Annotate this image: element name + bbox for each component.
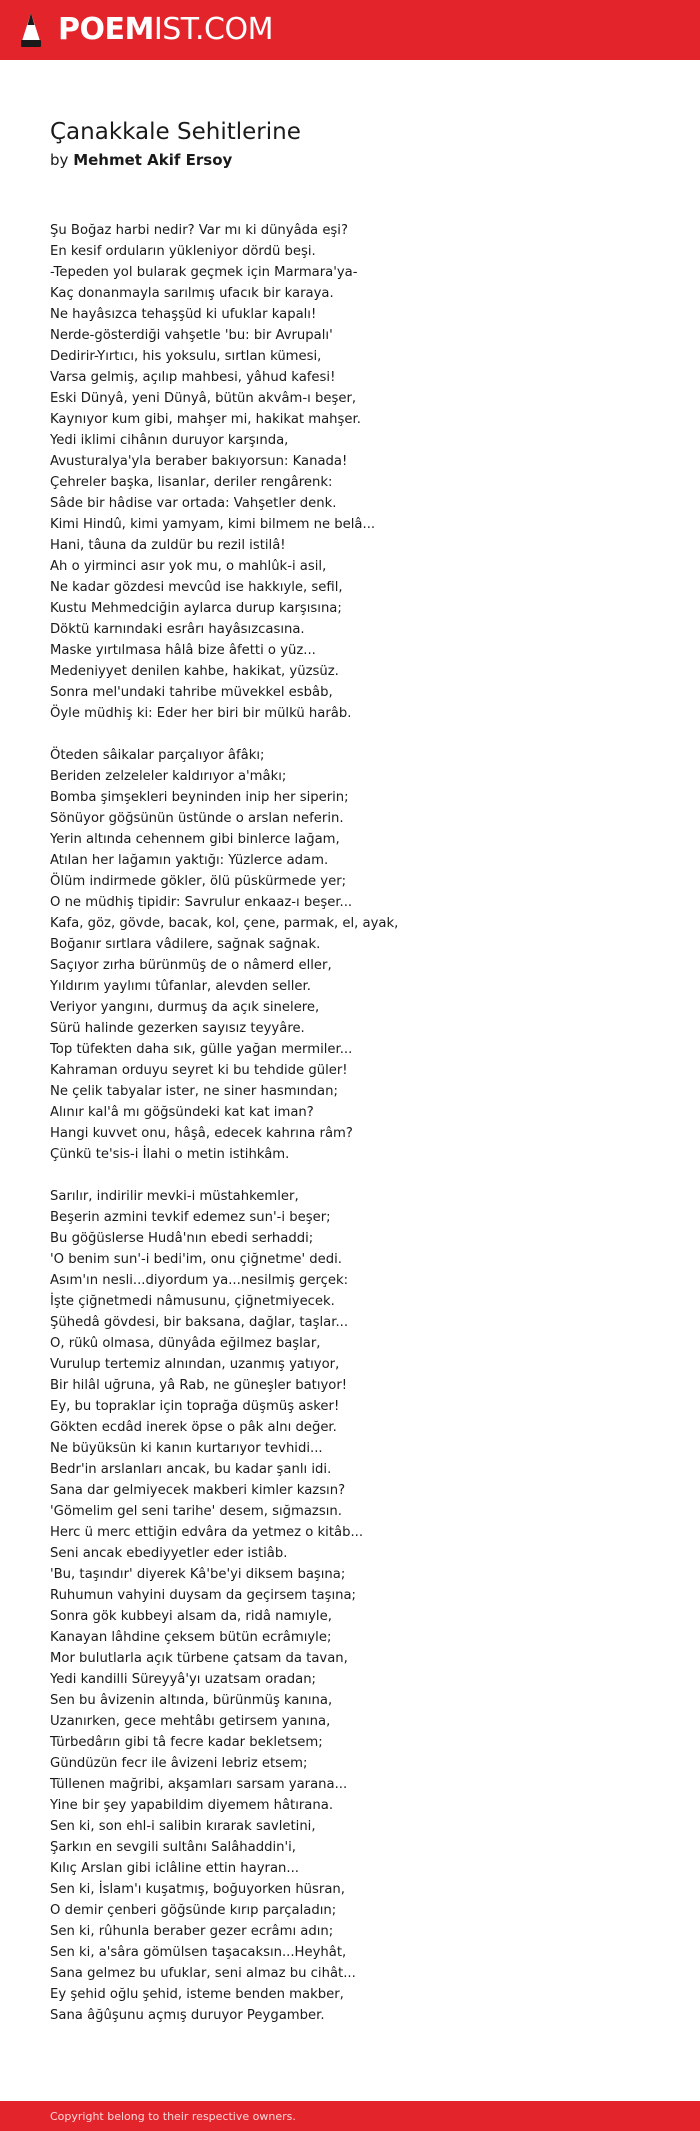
poem-line: Çünkü te'sis-i İlahi o metin istihkâm. [50, 1147, 290, 1162]
poem-line: Bu göğüslerse Hudâ'nın ebedi serhaddi; [50, 1231, 314, 1246]
poem-line: Asım'ın nesli...diyordum ya...nesilmiş gerçek: [50, 1273, 349, 1288]
poem-line: Seni ancak ebediyyetler eder istiâb. [50, 1546, 288, 1561]
poem-line: Şarkın en sevgili sultânı Salâhaddin'i, [50, 1840, 296, 1855]
logo-text [58, 12, 273, 47]
poem-line: Eski Dünyâ, yeni Dünyâ, bütün akvâm-ı beşer, [50, 391, 357, 406]
poem-line: Sonra gök kubbeyi alsam da, ridâ namıyle, [50, 1609, 332, 1624]
poem-line: Kimi Hindû, kimi yamyam, kimi bilmem ne belâ... [50, 517, 376, 532]
poem-line: Sen ki, rûhunla beraber gezer ecrâmı adın; [50, 1924, 334, 1939]
poem-line: Yıldırım yaylımı tûfanlar, alevden seller. [50, 979, 311, 994]
poem-line: Veriyor yangını, durmuş da açık sinelere, [50, 1000, 320, 1015]
poem-stanza [50, 745, 650, 1165]
poem-line: 'O benim sun'-i bedi'im, onu çiğnetme' dedi. [50, 1252, 342, 1267]
poem-line: Sâde bir hâdise var ortada: Vahşetler denk. [50, 496, 337, 511]
poem-line: Sen ki, son ehl-i salibin kırarak savletini, [50, 1819, 316, 1834]
poem-line: Maske yırtılmasa hâlâ bize âfetti o yüz... [50, 643, 316, 658]
poem-line: Beşerin azmini tevkif edemez sun'-i beşer; [50, 1210, 331, 1225]
logo-text-bold: POEM [58, 12, 154, 47]
poem-line: -Tepeden yol bularak geçmek için Marmara'ya- [50, 265, 358, 280]
poem-line: Gökten ecdâd inerek öpse o pâk alnı değer. [50, 1420, 337, 1435]
poem-line: Ne çelik tabyalar ister, ne siner hasmından; [50, 1084, 338, 1099]
pencil-icon [18, 11, 44, 49]
copyright-text: Copyright belong to their respective owners. [50, 2109, 296, 2123]
poem-line: Vurulup tertemiz alnından, uzanmış yatıyor, [50, 1357, 340, 1372]
poem-line: Kılıç Arslan gibi iclâline ettin hayran... [50, 1861, 299, 1876]
poem-line: Sürü halinde gezerken sayısız teyyâre. [50, 1021, 305, 1036]
poem-line: Mor bulutlarla açık türbene çatsam da tavan, [50, 1651, 348, 1666]
poem-line: Sonra mel'undaki tahribe müvekkel esbâb, [50, 685, 333, 700]
poem-line: Kafa, göz, gövde, bacak, kol, çene, parmak, el, ayak, [50, 916, 399, 931]
poem-line: Avusturalya'yla beraber bakıyorsun: Kanada! [50, 454, 348, 469]
poem-line: Sen ki, İslam'ı kuşatmış, boğuyorken hüsran, [50, 1882, 345, 1897]
poem-line: Alınır kal'â mı göğsündeki kat kat iman? [50, 1105, 314, 1120]
poem-line: Atılan her lağamın yaktığı: Yüzlerce adam. [50, 853, 329, 868]
poem-line: Herc ü merc ettiğin edvâra da yetmez o kitâb... [50, 1525, 364, 1540]
poem-line: Ne büyüksün ki kanın kurtarıyor tevhidi... [50, 1441, 323, 1456]
poem-line: Ölüm indirmede gökler, ölü püskürmede yer; [50, 874, 347, 889]
author-name[interactable]: Mehmet Akif Ersoy [73, 151, 233, 169]
poem-line: O demir çenberi göğsünde kırıp parçaladın; [50, 1903, 337, 1918]
poem-line: Kahraman orduyu seyret ki bu tehdide güler! [50, 1063, 348, 1078]
poem-line: Şühedâ gövdesi, bir baksana, dağlar, taşlar... [50, 1315, 349, 1330]
poem-line: Bir hilâl uğruna, yâ Rab, ne güneşler batıyor! [50, 1378, 348, 1393]
poem-line: Hangi kuvvet onu, hâşâ, edecek kahrına râm? [50, 1126, 353, 1141]
poem-line: Yedi kandilli Süreyyâ'yı uzatsam oradan; [50, 1672, 317, 1687]
poem-line: Hani, tâuna da zuldür bu rezil istilâ! [50, 538, 286, 553]
poem-line: Sana dar gelmiyecek makberi kimler kazsın? [50, 1483, 346, 1498]
poem-line: Kustu Mehmedciğin aylarca durup karşısına; [50, 601, 342, 616]
poem-line: Yedi iklimi cihânın duruyor karşında, [50, 433, 289, 448]
poem-line: En kesif orduların yükleniyor dördü beşi. [50, 244, 316, 259]
poem-title: Çanakkale Sehitlerine [50, 119, 301, 145]
poem-line: Sarılır, indirilir mevki-i müstahkemler, [50, 1189, 299, 1204]
poem-line: 'Gömelim gel seni tarihe' desem, sığmazsın. [50, 1504, 342, 1519]
poem-line: Ah o yirminci asır yok mu, o mahlûk-i asil, [50, 559, 327, 574]
poem-line: O, rükû olmasa, dünyâda eğilmez başlar, [50, 1336, 321, 1351]
poem-header [50, 118, 650, 170]
poem-line: Kanayan lâhdine çeksem bütün ecrâmıyle; [50, 1630, 332, 1645]
poem-line: Şu Boğaz harbi nedir? Var mı ki dünyâda eşi? [50, 223, 348, 238]
poem-line: Top tüfekten daha sık, gülle yağan mermiler... [50, 1042, 353, 1057]
poem-line: Uzanırken, gece mehtâbı getirsem yanına, [50, 1714, 331, 1729]
footer-bar [0, 2101, 700, 2131]
poem-line: Kaynıyor kum gibi, mahşer mi, hakikat mahşer. [50, 412, 361, 427]
poem-stanza [50, 1186, 650, 2026]
poem-line: Sen ki, a'sâra gömülsen taşacaksın...Heyhât, [50, 1945, 347, 1960]
poem-body [50, 220, 650, 2047]
site-logo[interactable] [18, 11, 273, 49]
by-label: by [50, 151, 69, 169]
poem-line: Çehreler başka, lisanlar, deriler rengârenk: [50, 475, 333, 490]
poem-line: Bedr'in arslanları ancak, bu kadar şanlı idi. [50, 1462, 332, 1477]
poem-line: Ey, bu topraklar için toprağa düşmüş asker! [50, 1399, 340, 1414]
poem-line: Türbedârın gibi tâ fecre kadar bekletsem; [50, 1735, 323, 1750]
poem-line: Öyle müdhiş ki: Eder her biri bir mülkü harâb. [50, 706, 352, 721]
logo-text-light: IST.COM [153, 12, 273, 47]
poem-line: Sana gelmez bu ufuklar, seni almaz bu cihât... [50, 1966, 356, 1981]
poem-line: 'Bu, taşındır' diyerek Kâ'be'yi diksem başına; [50, 1567, 346, 1582]
top-bar [0, 0, 700, 60]
poem-line: Gündüzün fecr ile âvizeni lebriz etsem; [50, 1756, 308, 1771]
poem-line: Öteden sâikalar parçalıyor âfâkı; [50, 748, 265, 763]
byline [50, 150, 650, 170]
poem-line: Sönüyor göğsünün üstünde o arslan neferin. [50, 811, 344, 826]
poem-line: Sen bu âvizenin altında, bürünmüş kanına, [50, 1693, 333, 1708]
poem-line: Döktü karnındaki esrârı hayâsızcasına. [50, 622, 305, 637]
poem-line: Beriden zelzeleler kaldırıyor a'mâkı; [50, 769, 287, 784]
poem-line: Ruhumun vahyini duysam da geçirsem taşına; [50, 1588, 357, 1603]
poem-line: Yerin altında cehennem gibi binlerce lağam, [50, 832, 340, 847]
poem-line: Sana âğûşunu açmış duruyor Peygamber. [50, 2008, 325, 2023]
poem-line: Ne hayâsızca tehaşşüd ki ufuklar kapalı! [50, 307, 317, 322]
poem-stanza [50, 220, 650, 724]
poem-line: Tüllenen mağribi, akşamları sarsam yarana... [50, 1777, 348, 1792]
poem-line: Ey şehid oğlu şehid, isteme benden makber, [50, 1987, 344, 2002]
poem-line: Dedirir-Yırtıcı, his yoksulu, sırtlan kümesi, [50, 349, 322, 364]
poem-line: Boğanır sırtlara vâdilere, sağnak sağnak. [50, 937, 321, 952]
poem-line: Bomba şimşekleri beyninden inip her siperin; [50, 790, 349, 805]
poem-line: Ne kadar gözdesi mevcûd ise hakkıyle, sefil, [50, 580, 343, 595]
poem-line: İşte çiğnetmedi nâmusunu, çiğnetmiyecek. [50, 1294, 335, 1309]
poem-line: O ne müdhiş tipidir: Savrulur enkaaz-ı beşer... [50, 895, 353, 910]
poem-line: Nerde-gösterdiği vahşetle 'bu: bir Avrupalı' [50, 328, 333, 343]
poem-line: Yine bir şey yapabildim diyemem hâtırana. [50, 1798, 334, 1813]
poem-line: Saçıyor zırha bürünmüş de o nâmerd eller, [50, 958, 332, 973]
poem-line: Medeniyyet denilen kahbe, hakikat, yüzsüz. [50, 664, 339, 679]
poem-line: Kaç donanmayla sarılmış ufacık bir karaya. [50, 286, 334, 301]
poem-line: Varsa gelmiş, açılıp mahbesi, yâhud kafesi! [50, 370, 336, 385]
